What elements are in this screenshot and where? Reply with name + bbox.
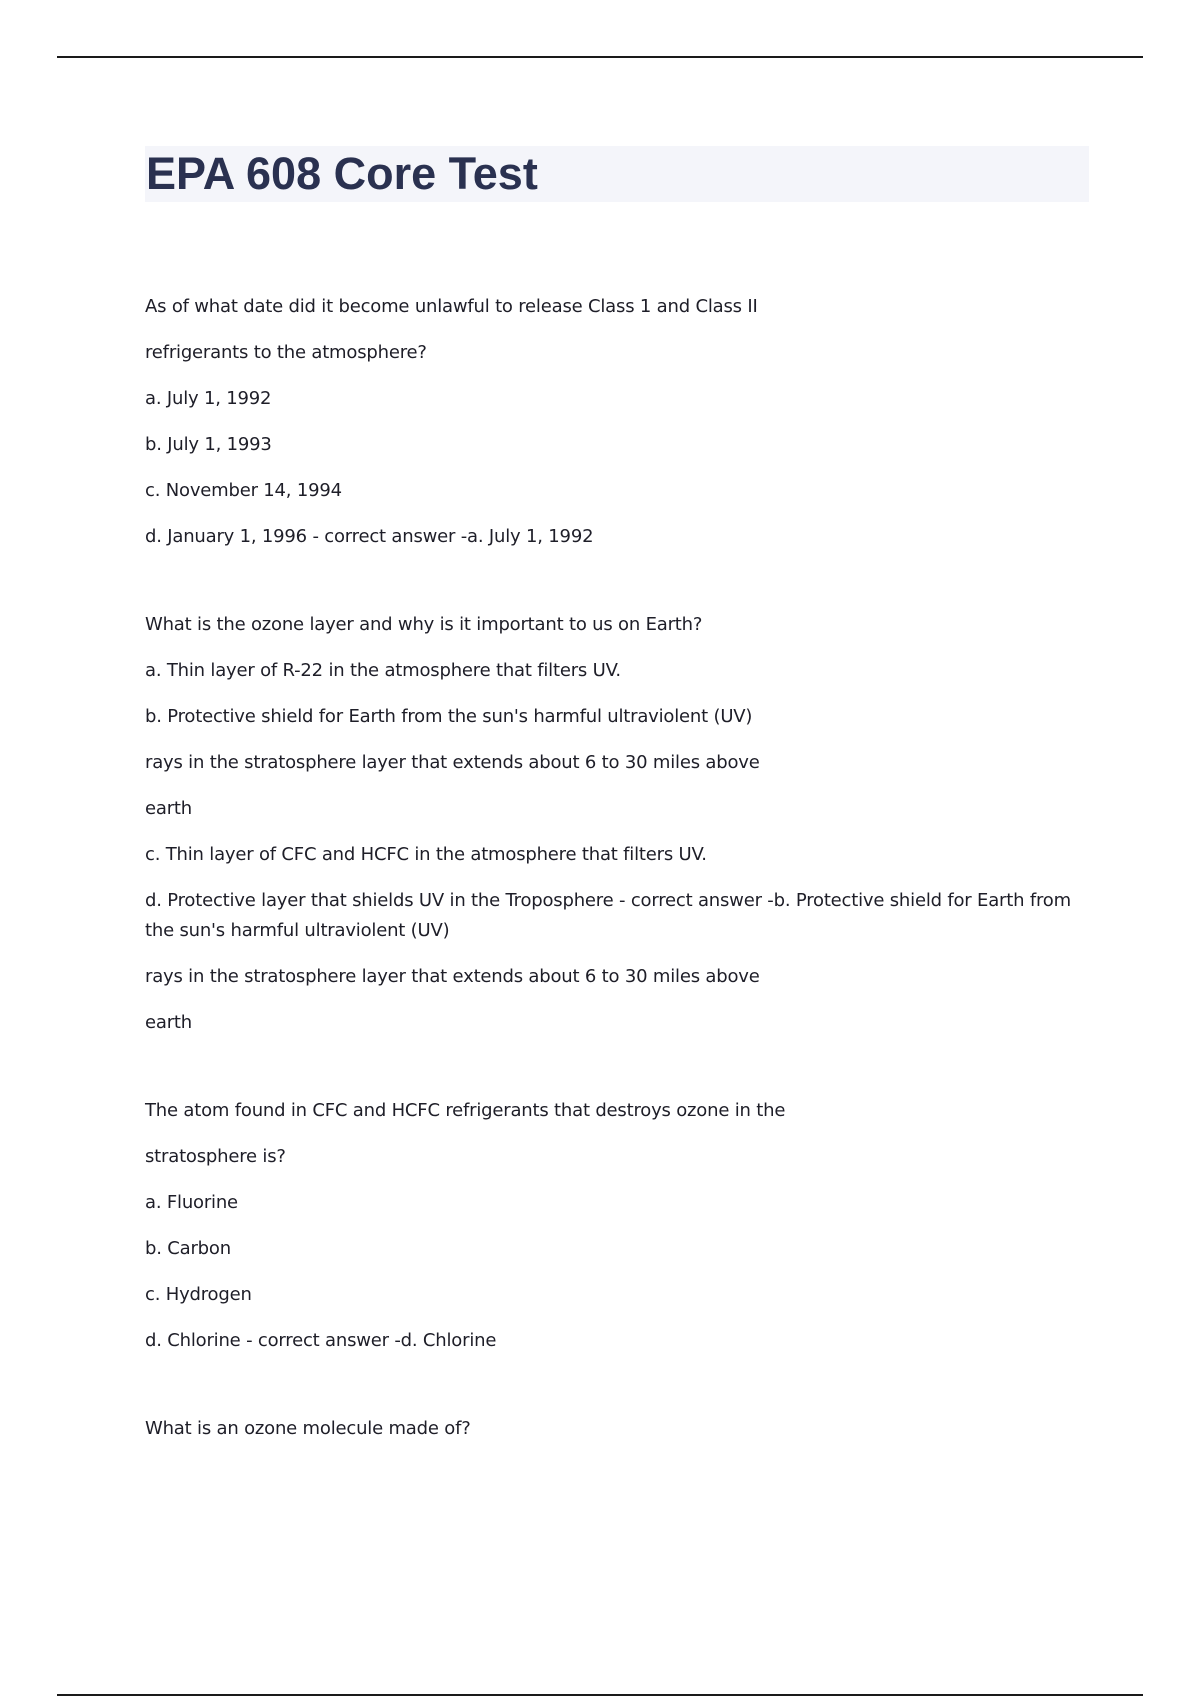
question-1 [145, 292, 1085, 552]
question-2 [145, 610, 1085, 1038]
answer-option-a: a. July 1, 1992 [145, 388, 272, 409]
correct-answer-continued: rays in the stratosphere layer that extends about 6 to 30 miles above [145, 966, 760, 987]
question-3 [145, 1096, 1085, 1356]
answer-option-a: a. Fluorine [145, 1192, 238, 1213]
top-rule [57, 56, 1143, 58]
answer-option-b: b. July 1, 1993 [145, 434, 272, 455]
answer-option-b: b. Carbon [145, 1238, 231, 1259]
document-title: EPA 608 Core Test [146, 148, 538, 199]
bottom-rule [57, 1694, 1143, 1696]
question-list [145, 292, 1085, 1444]
question-4 [145, 1414, 1085, 1444]
answer-option-d: d. Protective layer that shields UV in the Troposphere - correct answer -b. Protective shield for Earth from the sun's harmful ultraviolent (UV) [145, 890, 1071, 941]
answer-option-c: c. Hydrogen [145, 1284, 252, 1305]
answer-option-b-continued: earth [145, 798, 192, 819]
question-text: The atom found in CFC and HCFC refrigerants that destroys ozone in the [145, 1100, 786, 1121]
question-text: refrigerants to the atmosphere? [145, 342, 427, 363]
question-text: What is an ozone molecule made of? [145, 1418, 471, 1439]
correct-answer-continued: earth [145, 1012, 192, 1033]
question-text: stratosphere is? [145, 1146, 286, 1167]
answer-option-d: d. Chlorine - correct answer -d. Chlorine [145, 1330, 497, 1351]
answer-option-b: b. Protective shield for Earth from the sun's harmful ultraviolent (UV) [145, 706, 753, 727]
answer-option-a: a. Thin layer of R-22 in the atmosphere that filters UV. [145, 660, 621, 681]
answer-option-b-continued: rays in the stratosphere layer that extends about 6 to 30 miles above [145, 752, 760, 773]
answer-option-c: c. Thin layer of CFC and HCFC in the atmosphere that filters UV. [145, 844, 707, 865]
answer-option-c: c. November 14, 1994 [145, 480, 342, 501]
question-text: As of what date did it become unlawful to release Class 1 and Class II [145, 296, 758, 317]
answer-option-d: d. January 1, 1996 - correct answer -a. July 1, 1992 [145, 526, 594, 547]
question-text: What is the ozone layer and why is it important to us on Earth? [145, 614, 703, 635]
